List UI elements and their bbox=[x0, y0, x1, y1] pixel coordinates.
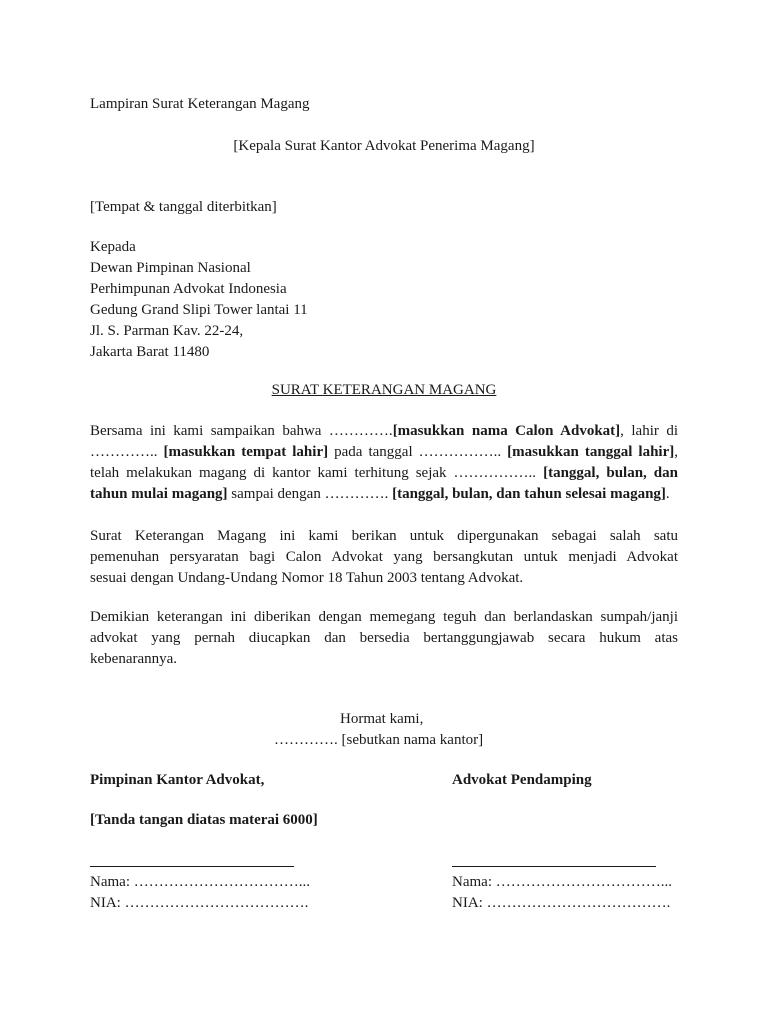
paragraph-text: , lahir di bbox=[620, 423, 678, 439]
recipient-line: Perhimpunan Advokat Indonesia bbox=[90, 281, 287, 297]
paragraph-text: ………….. bbox=[90, 444, 164, 460]
paragraph-text: pada tanggal …………….. bbox=[328, 444, 508, 460]
paragraph-1-row bbox=[90, 463, 678, 484]
place-date-placeholder: [Tempat & tanggal diterbitkan] bbox=[90, 199, 277, 215]
placeholder-candidate-name: [masukkan nama Calon Advokat] bbox=[392, 423, 621, 439]
paragraph-text: sampai dengan …………. bbox=[227, 486, 393, 502]
signature-left-name: Nama: ……………………………... bbox=[90, 874, 310, 890]
attachment-label: Lampiran Surat Keterangan Magang bbox=[90, 96, 310, 112]
paragraph-text: Bersama ini kami sampaikan bahwa …………. bbox=[90, 423, 393, 439]
placeholder-birth-date: [masukkan tanggal lahir] bbox=[507, 444, 675, 460]
letterhead-placeholder: [Kepala Surat Kantor Advokat Penerima Magang] bbox=[233, 138, 535, 154]
stamp-note: [Tanda tangan diatas materai 6000] bbox=[90, 812, 318, 828]
signature-right-name: Nama: ……………………………... bbox=[452, 874, 672, 890]
placeholder-end-date: [tanggal, bulan, dan tahun selesai magang] bbox=[392, 486, 666, 502]
paragraph-2-row: Surat Keterangan Magang ini kami berikan untuk dipergunakan sebagai salah satu bbox=[90, 528, 678, 544]
paragraph-2-row: pemenuhan persyaratan bagi Calon Advokat yang bersangkutan untuk menjadi Advokat bbox=[90, 549, 678, 565]
paragraph-3-row: advokat yang pernah diucapkan dan bersedia bertanggungjawab secara hukum atas bbox=[90, 630, 678, 646]
paragraph-3-row: kebenarannya. bbox=[90, 651, 178, 667]
document-title: SURAT KETERANGAN MAGANG bbox=[271, 382, 497, 398]
recipient-line: Jakarta Barat 11480 bbox=[90, 344, 210, 360]
signature-left-title: Pimpinan Kantor Advokat, bbox=[90, 772, 265, 788]
closing-regards: Hormat kami, bbox=[340, 711, 424, 727]
signature-right-title: Advokat Pendamping bbox=[452, 772, 592, 788]
signature-right-nia: NIA: ………………………………. bbox=[452, 895, 671, 911]
placeholder-start-date-cont: tahun mulai magang] bbox=[90, 486, 228, 502]
signature-left-nia: NIA: ………………………………. bbox=[90, 895, 309, 911]
paragraph-text: , bbox=[674, 444, 679, 460]
recipient-line: Jl. S. Parman Kav. 22-24, bbox=[90, 323, 244, 339]
paragraph-text: telah melakukan magang di kantor kami terhitung sejak …………….. bbox=[90, 465, 544, 481]
placeholder-start-date: [tanggal, bulan, dan bbox=[543, 465, 678, 481]
paragraph-1-row bbox=[90, 442, 678, 463]
recipient-to: Kepada bbox=[90, 239, 136, 255]
closing-office: …………. [sebutkan nama kantor] bbox=[274, 732, 484, 748]
paragraph-1-row bbox=[90, 484, 670, 505]
signature-line-right bbox=[452, 866, 656, 867]
signature-line-left bbox=[90, 866, 294, 867]
paragraph-1-row bbox=[90, 421, 678, 442]
recipient-line: Dewan Pimpinan Nasional bbox=[90, 260, 251, 276]
paragraph-3-row: Demikian keterangan ini diberikan dengan memegang teguh dan berlandaskan sumpah/janji bbox=[90, 609, 678, 625]
paragraph-2-row: sesuai dengan Undang-Undang Nomor 18 Tahun 2003 tentang Advokat. bbox=[90, 570, 524, 586]
paragraph-text: . bbox=[665, 486, 670, 502]
recipient-line: Gedung Grand Slipi Tower lantai 11 bbox=[90, 302, 308, 318]
placeholder-birth-place: [masukkan tempat lahir] bbox=[163, 444, 329, 460]
